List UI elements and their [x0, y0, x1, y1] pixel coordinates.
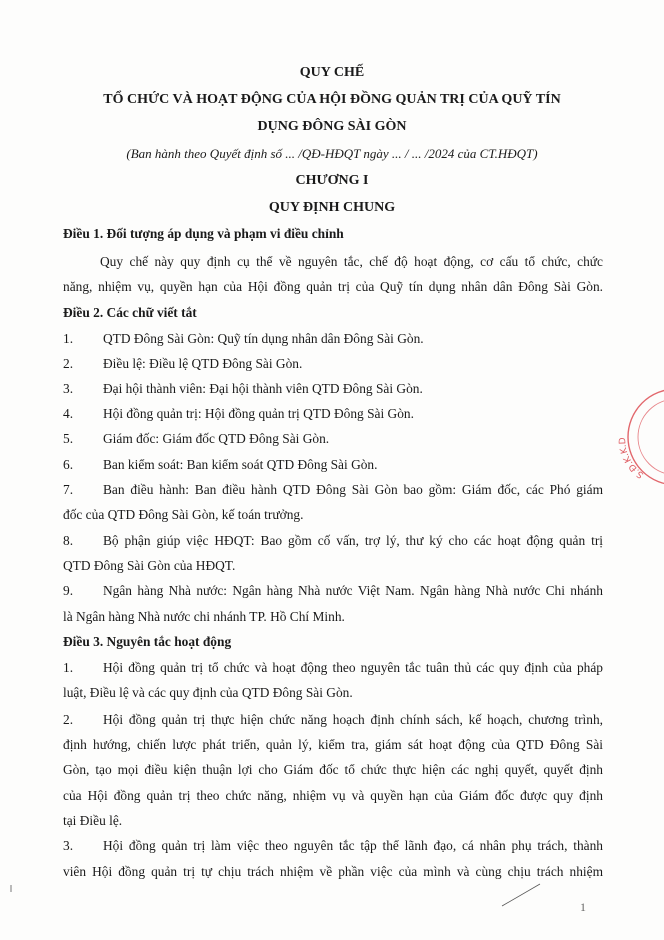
principle-2-number: 2.: [63, 712, 74, 727]
abbreviation-number: 4.: [63, 406, 74, 421]
abbreviation-number: 1.: [63, 331, 74, 346]
document-subtitle: (Ban hành theo Quyết định số ... /QĐ-HĐQT ngày ... / ... /2024 của CT.HĐQT): [126, 146, 538, 161]
article-1-heading: Điều 1. Đối tượng áp dụng và phạm vi điều chỉnh: [63, 226, 344, 241]
abbreviation-item: Ban kiểm soát: Ban kiểm soát QTD Đông Sài Gòn.: [103, 457, 378, 472]
principle-1-number: 1.: [63, 660, 74, 675]
abbreviation-item: Hội đồng quản trị: Hội đồng quản trị QTD Đông Sài Gòn.: [103, 406, 414, 421]
principle-3-number: 3.: [63, 838, 74, 853]
document-title-line-1: QUY CHẾ: [299, 65, 365, 80]
principle-3-line-1: Hội đồng quản trị làm việc theo nguyên tắc tập thể lãnh đạo, cá nhân phụ trách, thành: [103, 838, 603, 853]
abbreviation-item: Giám đốc: Giám đốc QTD Đông Sài Gòn.: [103, 431, 330, 446]
principle-2-line-2: định hướng, chiến lược phát triển, quản lý, kiểm tra, giám sát hoạt động của QTD Đông Sài: [63, 737, 603, 752]
abbreviation-item: QTD Đông Sài Gòn: Quỹ tín dụng nhân dân Đông Sài Gòn.: [103, 331, 424, 346]
abbreviation-item-continuation: đốc của QTD Đông Sài Gòn, kế toán trưởng.: [63, 507, 304, 522]
page-number: 1: [580, 900, 586, 914]
abbreviation-number: 3.: [63, 381, 74, 396]
abbreviation-item: Bộ phận giúp việc HĐQT: Bao gồm cố vấn, trợ lý, thư ký cho các hoạt động quản trị: [103, 533, 603, 548]
chapter-number: CHƯƠNG I: [295, 173, 369, 188]
stamp-inner-ring: [638, 399, 664, 475]
abbreviation-number: 2.: [63, 356, 74, 371]
abbreviation-item: Ban điều hành: Ban điều hành QTD Đông Sài Gòn bao gồm: Giám đốc, các Phó giám: [103, 482, 603, 497]
abbreviation-item: Điều lệ: Điều lệ QTD Đông Sài Gòn.: [103, 356, 303, 371]
article-1-paragraph-line-2: năng, nhiệm vụ, quyền hạn của Hội đồng quản trị của Quỹ tín dụng nhân dân Đông Sài Gòn.: [63, 279, 603, 294]
principle-2-line-3: Gòn, tạo mọi điều kiện thuận lợi cho Giám đốc tổ chức thực hiện các nghị quyết, quyết định: [63, 762, 603, 777]
pen-mark: [500, 880, 550, 910]
abbreviation-number: 6.: [63, 457, 74, 472]
red-seal-stamp: [614, 382, 664, 492]
abbreviation-number: 7.: [63, 482, 74, 497]
abbreviation-item-continuation: là Ngân hàng Nhà nước chi nhánh TP. Hồ Chí Minh.: [63, 609, 345, 624]
scan-speck: [8, 885, 14, 893]
abbreviation-item: Đại hội thành viên: Đại hội thành viên QTD Đông Sài Gòn.: [103, 381, 423, 396]
abbreviation-item-continuation: QTD Đông Sài Gòn của HĐQT.: [63, 558, 236, 573]
abbreviation-item: Ngân hàng Nhà nước: Ngân hàng Nhà nước Việt Nam. Ngân hàng Nhà nước Chi nhánh: [103, 583, 603, 598]
abbreviation-number: 9.: [63, 583, 74, 598]
article-3-heading: Điều 3. Nguyên tắc hoạt động: [63, 634, 232, 649]
abbreviation-number: 8.: [63, 533, 74, 548]
abbreviation-number: 5.: [63, 431, 74, 446]
principle-3-line-2: viên Hội đồng quản trị tự chịu trách nhiệm về phần việc của mình và cùng chịu trách nhiệm: [63, 864, 603, 879]
chapter-title: QUY ĐỊNH CHUNG: [268, 200, 396, 215]
article-2-heading: Điều 2. Các chữ viết tắt: [63, 305, 197, 320]
article-1-paragraph-line-1: Quy chế này quy định cụ thể về nguyên tắc, chế độ hoạt động, cơ cấu tổ chức, chức: [100, 254, 603, 269]
principle-2-line-5: tại Điều lệ.: [63, 813, 123, 828]
stamp-text: S.Đ.K.K.D: [618, 437, 646, 480]
principle-1-line-2: luật, Điều lệ và các quy định của QTD Đông Sài Gòn.: [63, 685, 353, 700]
principle-2-line-1: Hội đồng quản trị thực hiện chức năng hoạch định chính sách, kế hoạch, chương trình,: [103, 712, 603, 727]
principle-1-line-1: Hội đồng quản trị tổ chức và hoạt động theo nguyên tắc tuân thủ các quy định của pháp: [103, 660, 603, 675]
principle-2-line-4: của Hội đồng quản trị theo chức năng, nhiệm vụ và quyền hạn của Giám đốc được quy định: [63, 788, 603, 803]
document-title-line-3: DỤNG ĐÔNG SÀI GÒN: [257, 119, 407, 134]
document-title-line-2: TỔ CHỨC VÀ HOẠT ĐỘNG CỦA HỘI ĐỒNG QUẢN TRỊ CỦA QUỸ TÍN: [103, 92, 561, 107]
